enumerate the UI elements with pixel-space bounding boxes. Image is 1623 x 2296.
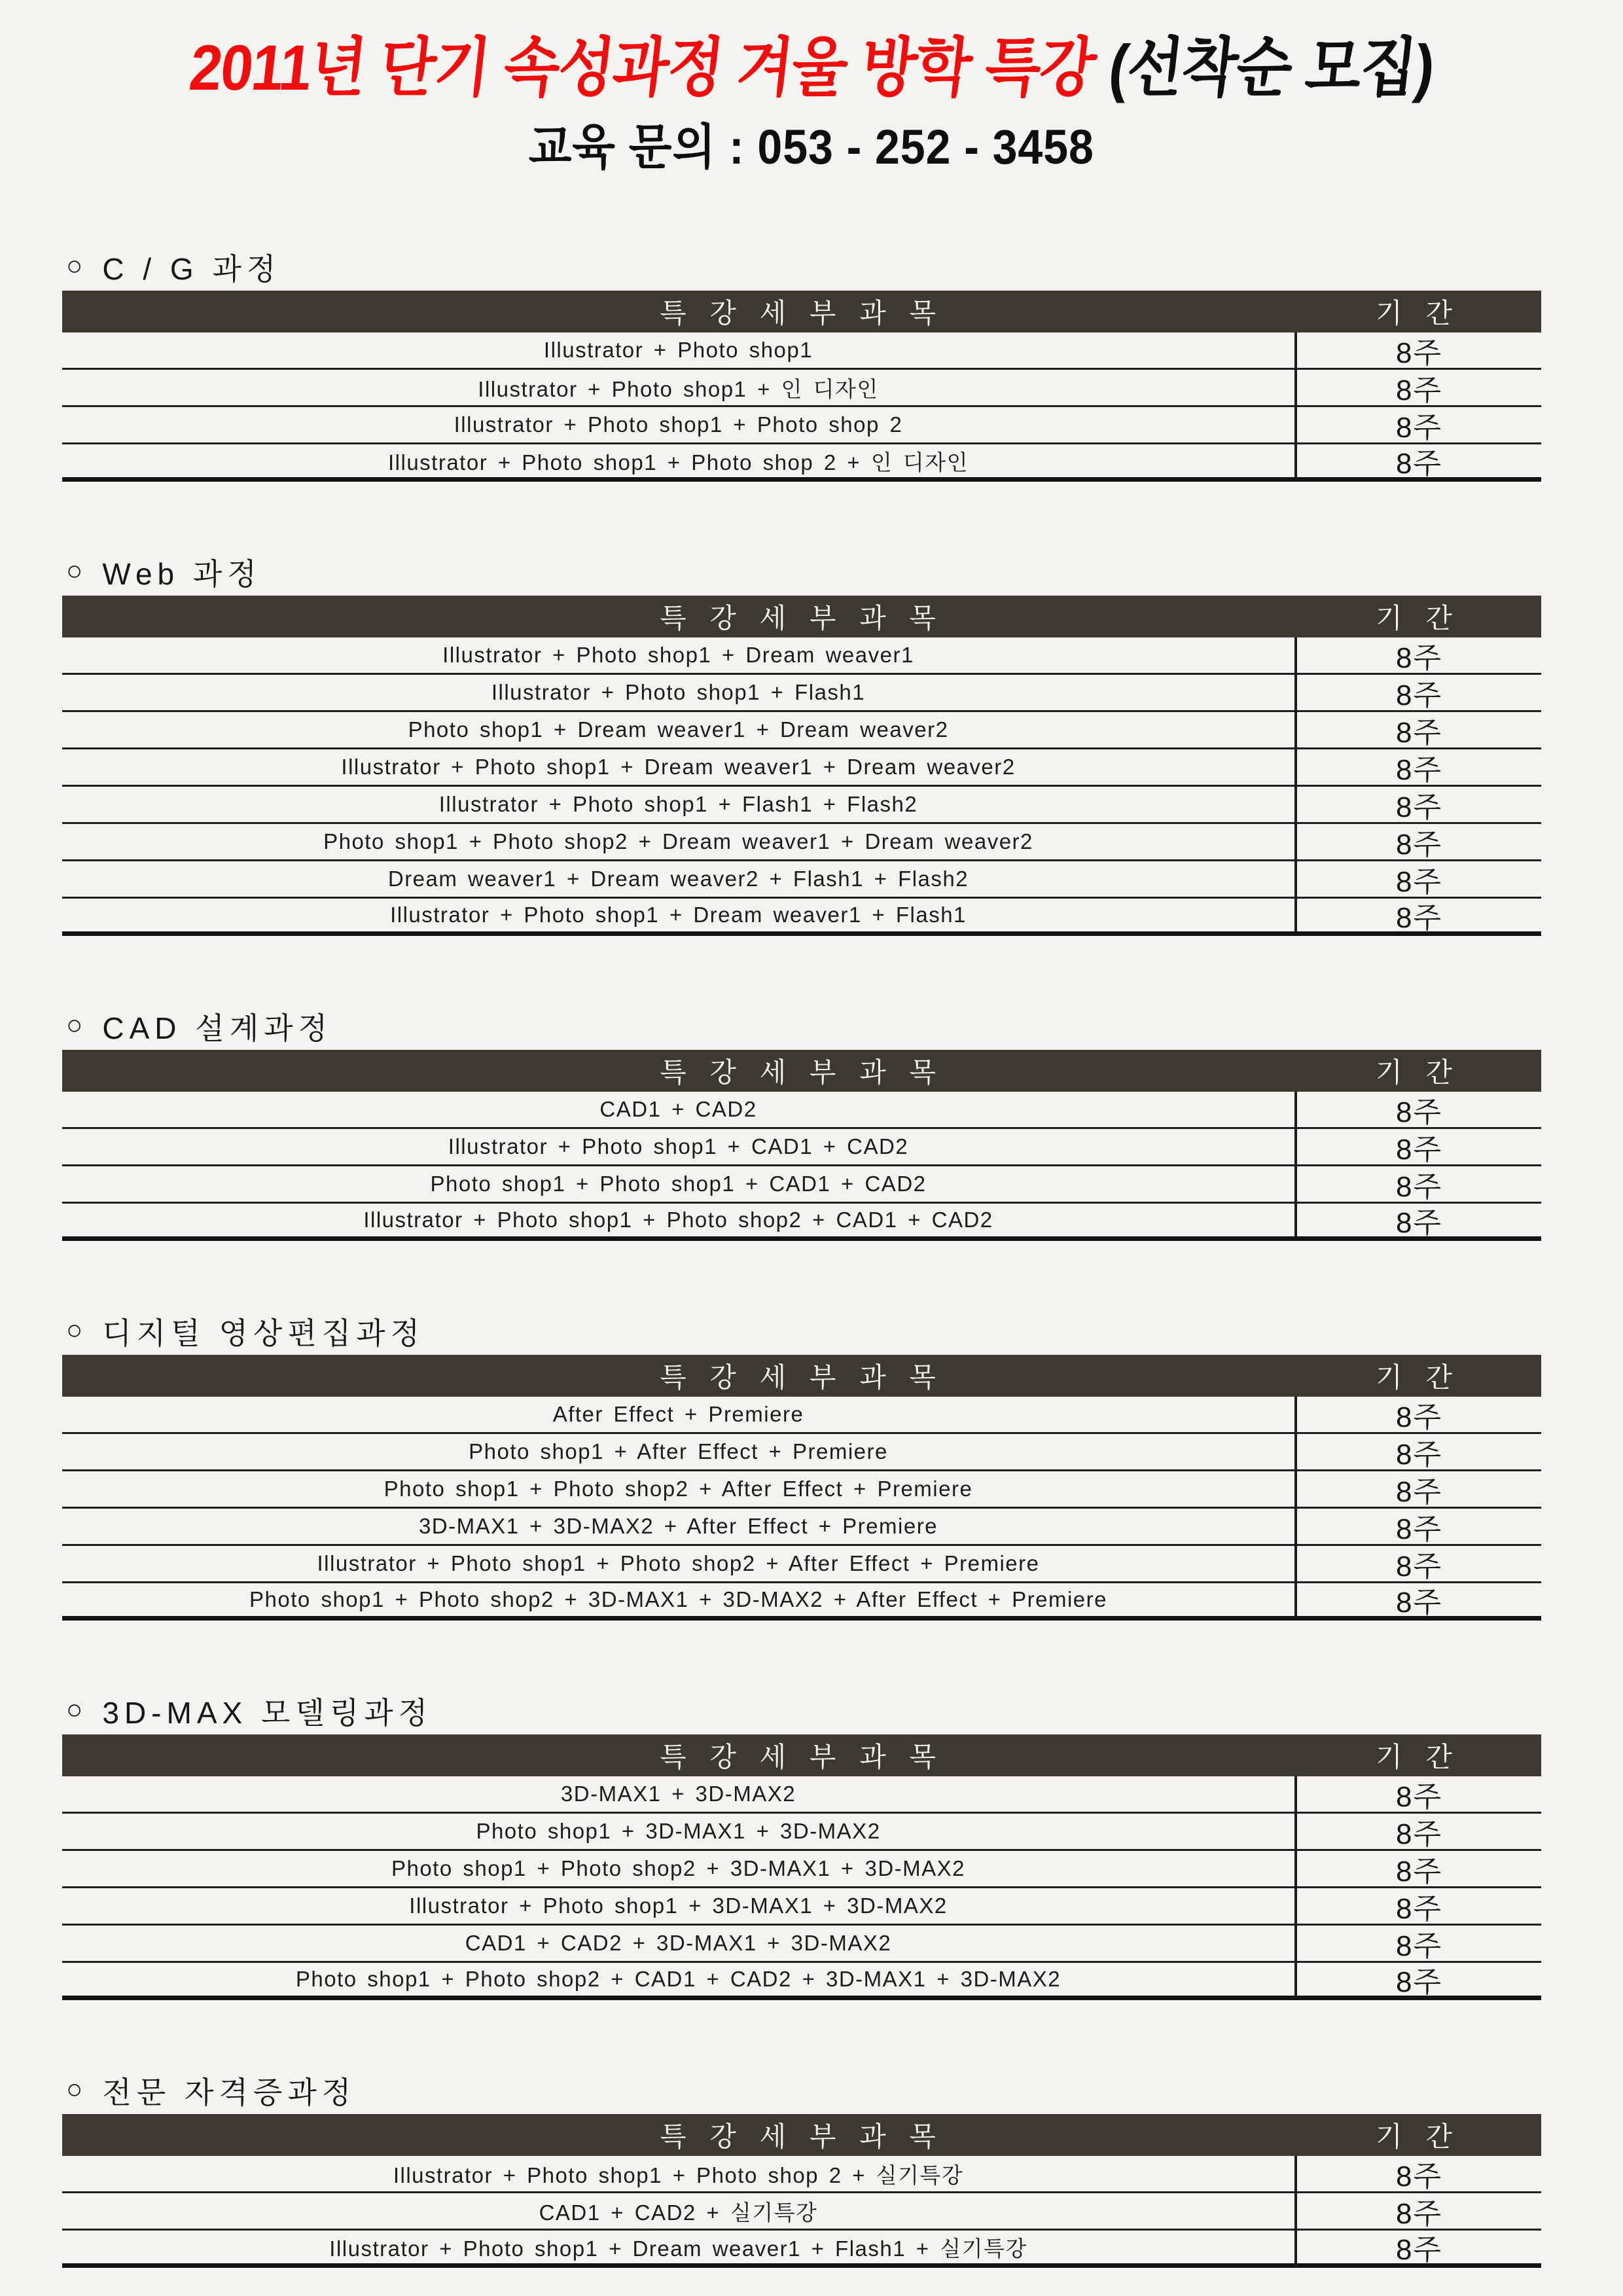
course-duration: 8주	[1294, 824, 1541, 859]
section-title-label: C / G 과정	[102, 252, 281, 287]
page-title-note: (선착순 모집)	[1090, 31, 1437, 103]
course-duration: 8주	[1294, 1963, 1541, 1996]
table-row	[62, 1963, 1541, 2000]
section-title-label: 3D-MAX 모델링과정	[102, 1696, 433, 1731]
table-row	[62, 1092, 1541, 1129]
table-row	[62, 1583, 1541, 1621]
section-title	[62, 1693, 1541, 1729]
course-combination: CAD1 + CAD2 + 실기특강	[539, 2200, 818, 2225]
course-duration: 8주	[1294, 1546, 1541, 1581]
course-table	[62, 291, 1541, 482]
course-combination: After Effect + Premiere	[552, 1402, 804, 1427]
circle-bullet-icon: ○	[66, 2073, 83, 2105]
course-duration: 8주	[1294, 787, 1541, 822]
table-row	[62, 1851, 1541, 1888]
course-duration: 8주	[1294, 1851, 1541, 1886]
course-duration: 8주	[1294, 1471, 1541, 1507]
course-combination: Illustrator + Photo shop1 + Flash1 + Flash2	[438, 792, 918, 817]
course-combination: Illustrator + Photo shop1 + Photo shop2 + After Effect + Premiere	[317, 1551, 1040, 1576]
section-cg	[62, 249, 1541, 482]
column-header-duration: 기 간	[1376, 1742, 1460, 1773]
course-duration: 8주	[1294, 1204, 1541, 1236]
course-combination: Illustrator + Photo shop1	[543, 338, 813, 363]
column-header-duration: 기 간	[1376, 2121, 1460, 2153]
table-row	[62, 1129, 1541, 1166]
table-row	[62, 2231, 1541, 2268]
course-combination: Illustrator + Photo shop1 + Photo shop2 + CAD1 + CAD2	[363, 1208, 993, 1232]
section-title-label: CAD 설계과정	[102, 1011, 333, 1046]
course-duration: 8주	[1294, 712, 1541, 747]
table-row	[62, 1434, 1541, 1471]
table-header-band	[62, 1734, 1541, 1776]
course-combination: 3D-MAX1 + 3D-MAX2	[560, 1782, 796, 1806]
table-row	[62, 824, 1541, 861]
section-title	[62, 554, 1541, 590]
table-row	[62, 1814, 1541, 1851]
table-row	[62, 637, 1541, 675]
column-header-subject: 특 강 세 부 과 목	[660, 1742, 944, 1773]
column-header-duration: 기 간	[1376, 603, 1460, 634]
course-duration: 8주	[1294, 1509, 1541, 1544]
course-duration: 8주	[1294, 749, 1541, 785]
section-web	[62, 554, 1541, 936]
table-row	[62, 749, 1541, 787]
section-title	[62, 249, 1541, 285]
course-combination: Illustrator + Photo shop1 + Dream weaver1 + Flash1	[390, 903, 967, 927]
table-row	[62, 1776, 1541, 1814]
course-duration: 8주	[1294, 899, 1541, 931]
table-row	[62, 1204, 1541, 1241]
course-combination: Illustrator + Photo shop1 + Photo shop 2 + 인 디자인	[387, 450, 969, 475]
course-combination: Illustrator + Photo shop1 + Photo shop 2	[454, 412, 903, 437]
section-title	[62, 2072, 1541, 2109]
table-row	[62, 1926, 1541, 1963]
column-header-duration: 기 간	[1376, 298, 1460, 329]
section-title-label: 디지털 영상편집과정	[102, 1316, 425, 1351]
course-table	[62, 1355, 1541, 1621]
section-title-label: Web 과정	[102, 557, 262, 592]
course-combination: Illustrator + Photo shop1 + Dream weaver1 + Flash1 + 실기특강	[329, 2236, 1027, 2261]
column-header-subject: 특 강 세 부 과 목	[660, 1057, 944, 1088]
section-digital-video	[62, 1313, 1541, 1621]
table-header-band	[62, 1050, 1541, 1092]
section-certification	[62, 2072, 1541, 2268]
contact-line	[0, 118, 1623, 177]
course-duration: 8주	[1294, 1092, 1541, 1127]
course-table	[62, 1734, 1541, 2000]
circle-bullet-icon: ○	[66, 555, 83, 586]
course-combination: Illustrator + Photo shop1 + Dream weaver1 + Dream weaver2	[341, 755, 1016, 780]
section-cad	[62, 1008, 1541, 1241]
course-duration: 8주	[1294, 1434, 1541, 1469]
course-duration: 8주	[1294, 675, 1541, 710]
course-combination: Photo shop1 + Photo shop2 + CAD1 + CAD2 + 3D-MAX1 + 3D-MAX2	[295, 1967, 1061, 1992]
course-duration: 8주	[1294, 407, 1541, 442]
table-row	[62, 787, 1541, 824]
course-combination: Photo shop1 + Photo shop2 + Dream weaver1 + Dream weaver2	[323, 829, 1033, 854]
course-combination: Photo shop1 + Dream weaver1 + Dream weaver2	[408, 717, 949, 742]
table-header-band	[62, 596, 1541, 637]
course-combination: Dream weaver1 + Dream weaver2 + Flash1 + Flash2	[387, 867, 969, 891]
circle-bullet-icon: ○	[66, 1009, 83, 1041]
course-combination: CAD1 + CAD2 + 3D-MAX1 + 3D-MAX2	[465, 1931, 892, 1956]
column-header-subject: 특 강 세 부 과 목	[660, 298, 944, 329]
table-header-band	[62, 2114, 1541, 2156]
table-row	[62, 899, 1541, 936]
course-duration: 8주	[1294, 370, 1541, 405]
section-title-label: 전문 자격증과정	[102, 2075, 357, 2110]
course-combination: Illustrator + Photo shop1 + 인 디자인	[478, 376, 879, 401]
table-row	[62, 1471, 1541, 1509]
course-duration: 8주	[1294, 1926, 1541, 1961]
column-header-subject: 특 강 세 부 과 목	[660, 603, 944, 634]
table-row	[62, 712, 1541, 749]
table-row	[62, 1888, 1541, 1926]
table-row	[62, 407, 1541, 444]
page-title	[185, 26, 1438, 109]
table-row	[62, 1166, 1541, 1204]
course-combination: Photo shop1 + Photo shop2 + 3D-MAX1 + 3D-MAX2 + After Effect + Premiere	[249, 1587, 1107, 1612]
course-combination: Illustrator + Photo shop1 + CAD1 + CAD2	[448, 1134, 909, 1159]
course-combination: CAD1 + CAD2	[599, 1097, 757, 1122]
course-duration: 8주	[1294, 1888, 1541, 1924]
contact-phone: 교육 문의 : 053 - 252 - 3458	[528, 120, 1095, 175]
table-row	[62, 2193, 1541, 2231]
table-row	[62, 1509, 1541, 1546]
course-duration: 8주	[1294, 1583, 1541, 1616]
column-header-duration: 기 간	[1376, 1057, 1460, 1088]
circle-bullet-icon: ○	[66, 250, 83, 281]
course-combination: Photo shop1 + Photo shop1 + CAD1 + CAD2	[430, 1172, 927, 1196]
section-3dmax	[62, 1693, 1541, 2000]
table-row	[62, 1397, 1541, 1434]
column-header-duration: 기 간	[1376, 1362, 1460, 1393]
table-row	[62, 370, 1541, 407]
table-row	[62, 332, 1541, 370]
course-combination: Illustrator + Photo shop1 + Dream weaver1	[442, 643, 914, 668]
course-combination: Photo shop1 + After Effect + Premiere	[469, 1439, 888, 1464]
course-duration: 8주	[1294, 637, 1541, 673]
table-header-band	[62, 1355, 1541, 1397]
course-duration: 8주	[1294, 444, 1541, 477]
section-title	[62, 1313, 1541, 1350]
course-combination: Illustrator + Photo shop1 + Photo shop 2 + 실기특강	[393, 2162, 964, 2187]
course-duration: 8주	[1294, 1129, 1541, 1164]
flyer-header	[0, 0, 1623, 177]
table-row	[62, 444, 1541, 482]
course-combination: Photo shop1 + 3D-MAX1 + 3D-MAX2	[476, 1819, 881, 1844]
section-title	[62, 1008, 1541, 1045]
course-combination: Photo shop1 + Photo shop2 + After Effect + Premiere	[383, 1477, 973, 1501]
course-duration: 8주	[1294, 2193, 1541, 2229]
table-row	[62, 2156, 1541, 2193]
course-combination: Photo shop1 + Photo shop2 + 3D-MAX1 + 3D-MAX2	[391, 1856, 966, 1881]
table-row	[62, 861, 1541, 899]
circle-bullet-icon: ○	[66, 1314, 83, 1346]
column-header-subject: 특 강 세 부 과 목	[660, 1362, 944, 1393]
table-row	[62, 675, 1541, 712]
course-duration: 8주	[1294, 1166, 1541, 1202]
course-table	[62, 1050, 1541, 1241]
course-duration: 8주	[1294, 2231, 1541, 2263]
course-duration: 8주	[1294, 1776, 1541, 1812]
table-header-band	[62, 291, 1541, 332]
course-table	[62, 2114, 1541, 2268]
page-title-main: 2011년 단기 속성과정 겨울 방학 특강	[186, 31, 1099, 103]
table-row	[62, 1546, 1541, 1583]
circle-bullet-icon: ○	[66, 1694, 83, 1725]
course-duration: 8주	[1294, 2156, 1541, 2191]
course-combination: 3D-MAX1 + 3D-MAX2 + After Effect + Premiere	[418, 1514, 938, 1539]
course-duration: 8주	[1294, 861, 1541, 897]
course-duration: 8주	[1294, 1397, 1541, 1432]
column-header-subject: 특 강 세 부 과 목	[660, 2121, 944, 2153]
course-combination: Illustrator + Photo shop1 + 3D-MAX1 + 3D-MAX2	[409, 1893, 948, 1918]
course-table	[62, 596, 1541, 936]
course-combination: Illustrator + Photo shop1 + Flash1	[491, 680, 866, 705]
course-duration: 8주	[1294, 332, 1541, 368]
course-duration: 8주	[1294, 1814, 1541, 1849]
